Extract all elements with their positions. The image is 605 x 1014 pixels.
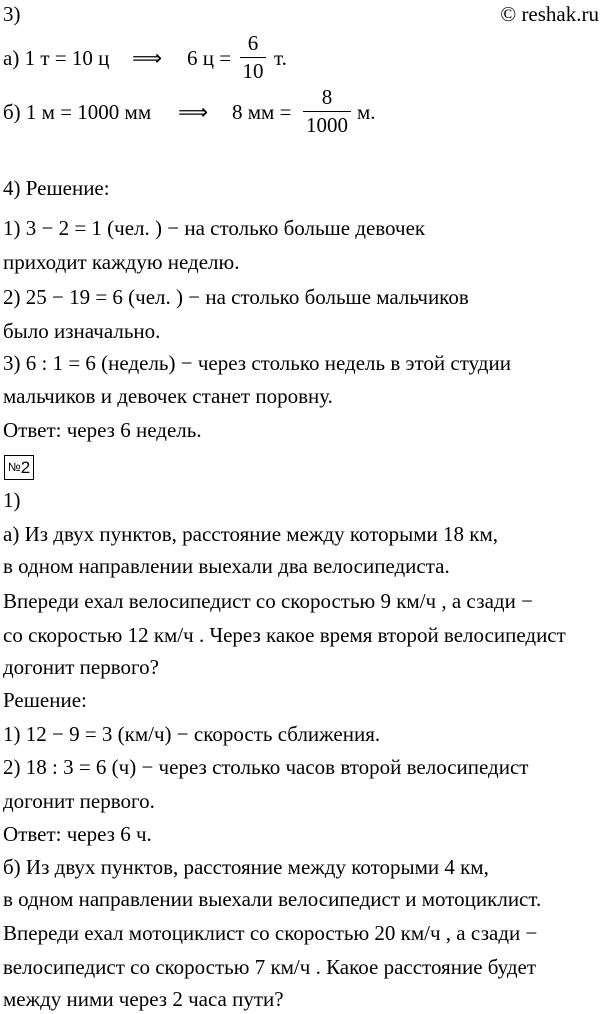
part4-line: 1) 3 − 2 = 1 (чел. ) − на столько больше девочек	[3, 216, 426, 240]
fraction-b-numerator: 8	[321, 85, 333, 109]
conversion-a-tail: т.	[274, 46, 287, 70]
conversion-a-mid: 6 ц =	[187, 46, 232, 70]
part4-title: 4) Решение:	[3, 176, 110, 200]
solution-a-line: догонит первого.	[3, 789, 155, 813]
part4-line: 2) 25 − 19 = 6 (чел. ) − на столько больше мальчиков	[3, 285, 469, 309]
solution-a-line: 1) 12 − 9 = 3 (км/ч) − скорость сближения.	[3, 722, 381, 746]
fraction-b	[303, 87, 351, 136]
conversion-b-mid: 8 мм =	[232, 100, 292, 124]
problem-b-line: Впереди ехал мотоциклист со скоростью 20 км/ч , а сзади −	[3, 921, 538, 945]
problem-a-line: со скоростью 12 км/ч . Через какое время второй велосипедист	[3, 623, 566, 647]
part4-line: 3) 6 : 1 = 6 (недель) − через столько недель в этой студии	[3, 351, 511, 375]
implies-arrow-b: ⟹	[178, 100, 209, 124]
watermark: © reshak.ru	[500, 2, 599, 26]
fraction-a-numerator: 6	[247, 31, 259, 55]
subtask-number: 1)	[3, 488, 21, 512]
fraction-a-denominator: 10	[242, 59, 264, 83]
problem-b-line: б) Из двух пунктов, расстояние между которыми 4 км,	[3, 855, 489, 879]
part4-line: было изначально.	[3, 319, 161, 343]
conversion-a-left: а) 1 т = 10 ц	[3, 46, 110, 70]
part4-line: приходит каждую неделю.	[3, 250, 240, 274]
problem-a-line: догонит первого?	[3, 655, 159, 679]
numero-sign: №	[7, 460, 21, 474]
solution-a-line: 2) 18 : 3 = 6 (ч) − через столько часов второй велосипедист	[3, 755, 529, 779]
implies-arrow-a: ⟹	[132, 46, 163, 70]
problem-b-line: в одном направлении выехали велосипедист и мотоциклист.	[3, 887, 542, 911]
problem-b-line: между ними через 2 часа пути?	[3, 987, 284, 1011]
part4-line: мальчиков и девочек станет поровну.	[3, 384, 333, 408]
problem-a-line: а) Из двух пунктов, расстояние между которыми 18 км,	[3, 522, 498, 546]
task-number: 2	[20, 458, 31, 477]
section-number: 3)	[3, 2, 21, 26]
conversion-b-left: б) 1 м = 1000 мм	[3, 100, 152, 124]
task-number-badge	[4, 455, 34, 480]
conversion-b-tail: м.	[357, 100, 376, 124]
fraction-a	[240, 33, 266, 82]
problem-b-line: велосипедист со скоростью 7 км/ч . Какое расстояние будет	[3, 955, 537, 979]
solution-a-title: Решение:	[3, 688, 87, 712]
fraction-b-denominator: 1000	[306, 113, 348, 137]
part4-answer: Ответ: через 6 недель.	[3, 418, 202, 442]
problem-a-line: в одном направлении выехали два велосипедиста.	[3, 554, 450, 578]
problem-a-line: Впереди ехал велосипедист со скоростью 9 км/ч , а сзади −	[3, 589, 533, 613]
answer-a: Ответ: через 6 ч.	[3, 822, 152, 846]
